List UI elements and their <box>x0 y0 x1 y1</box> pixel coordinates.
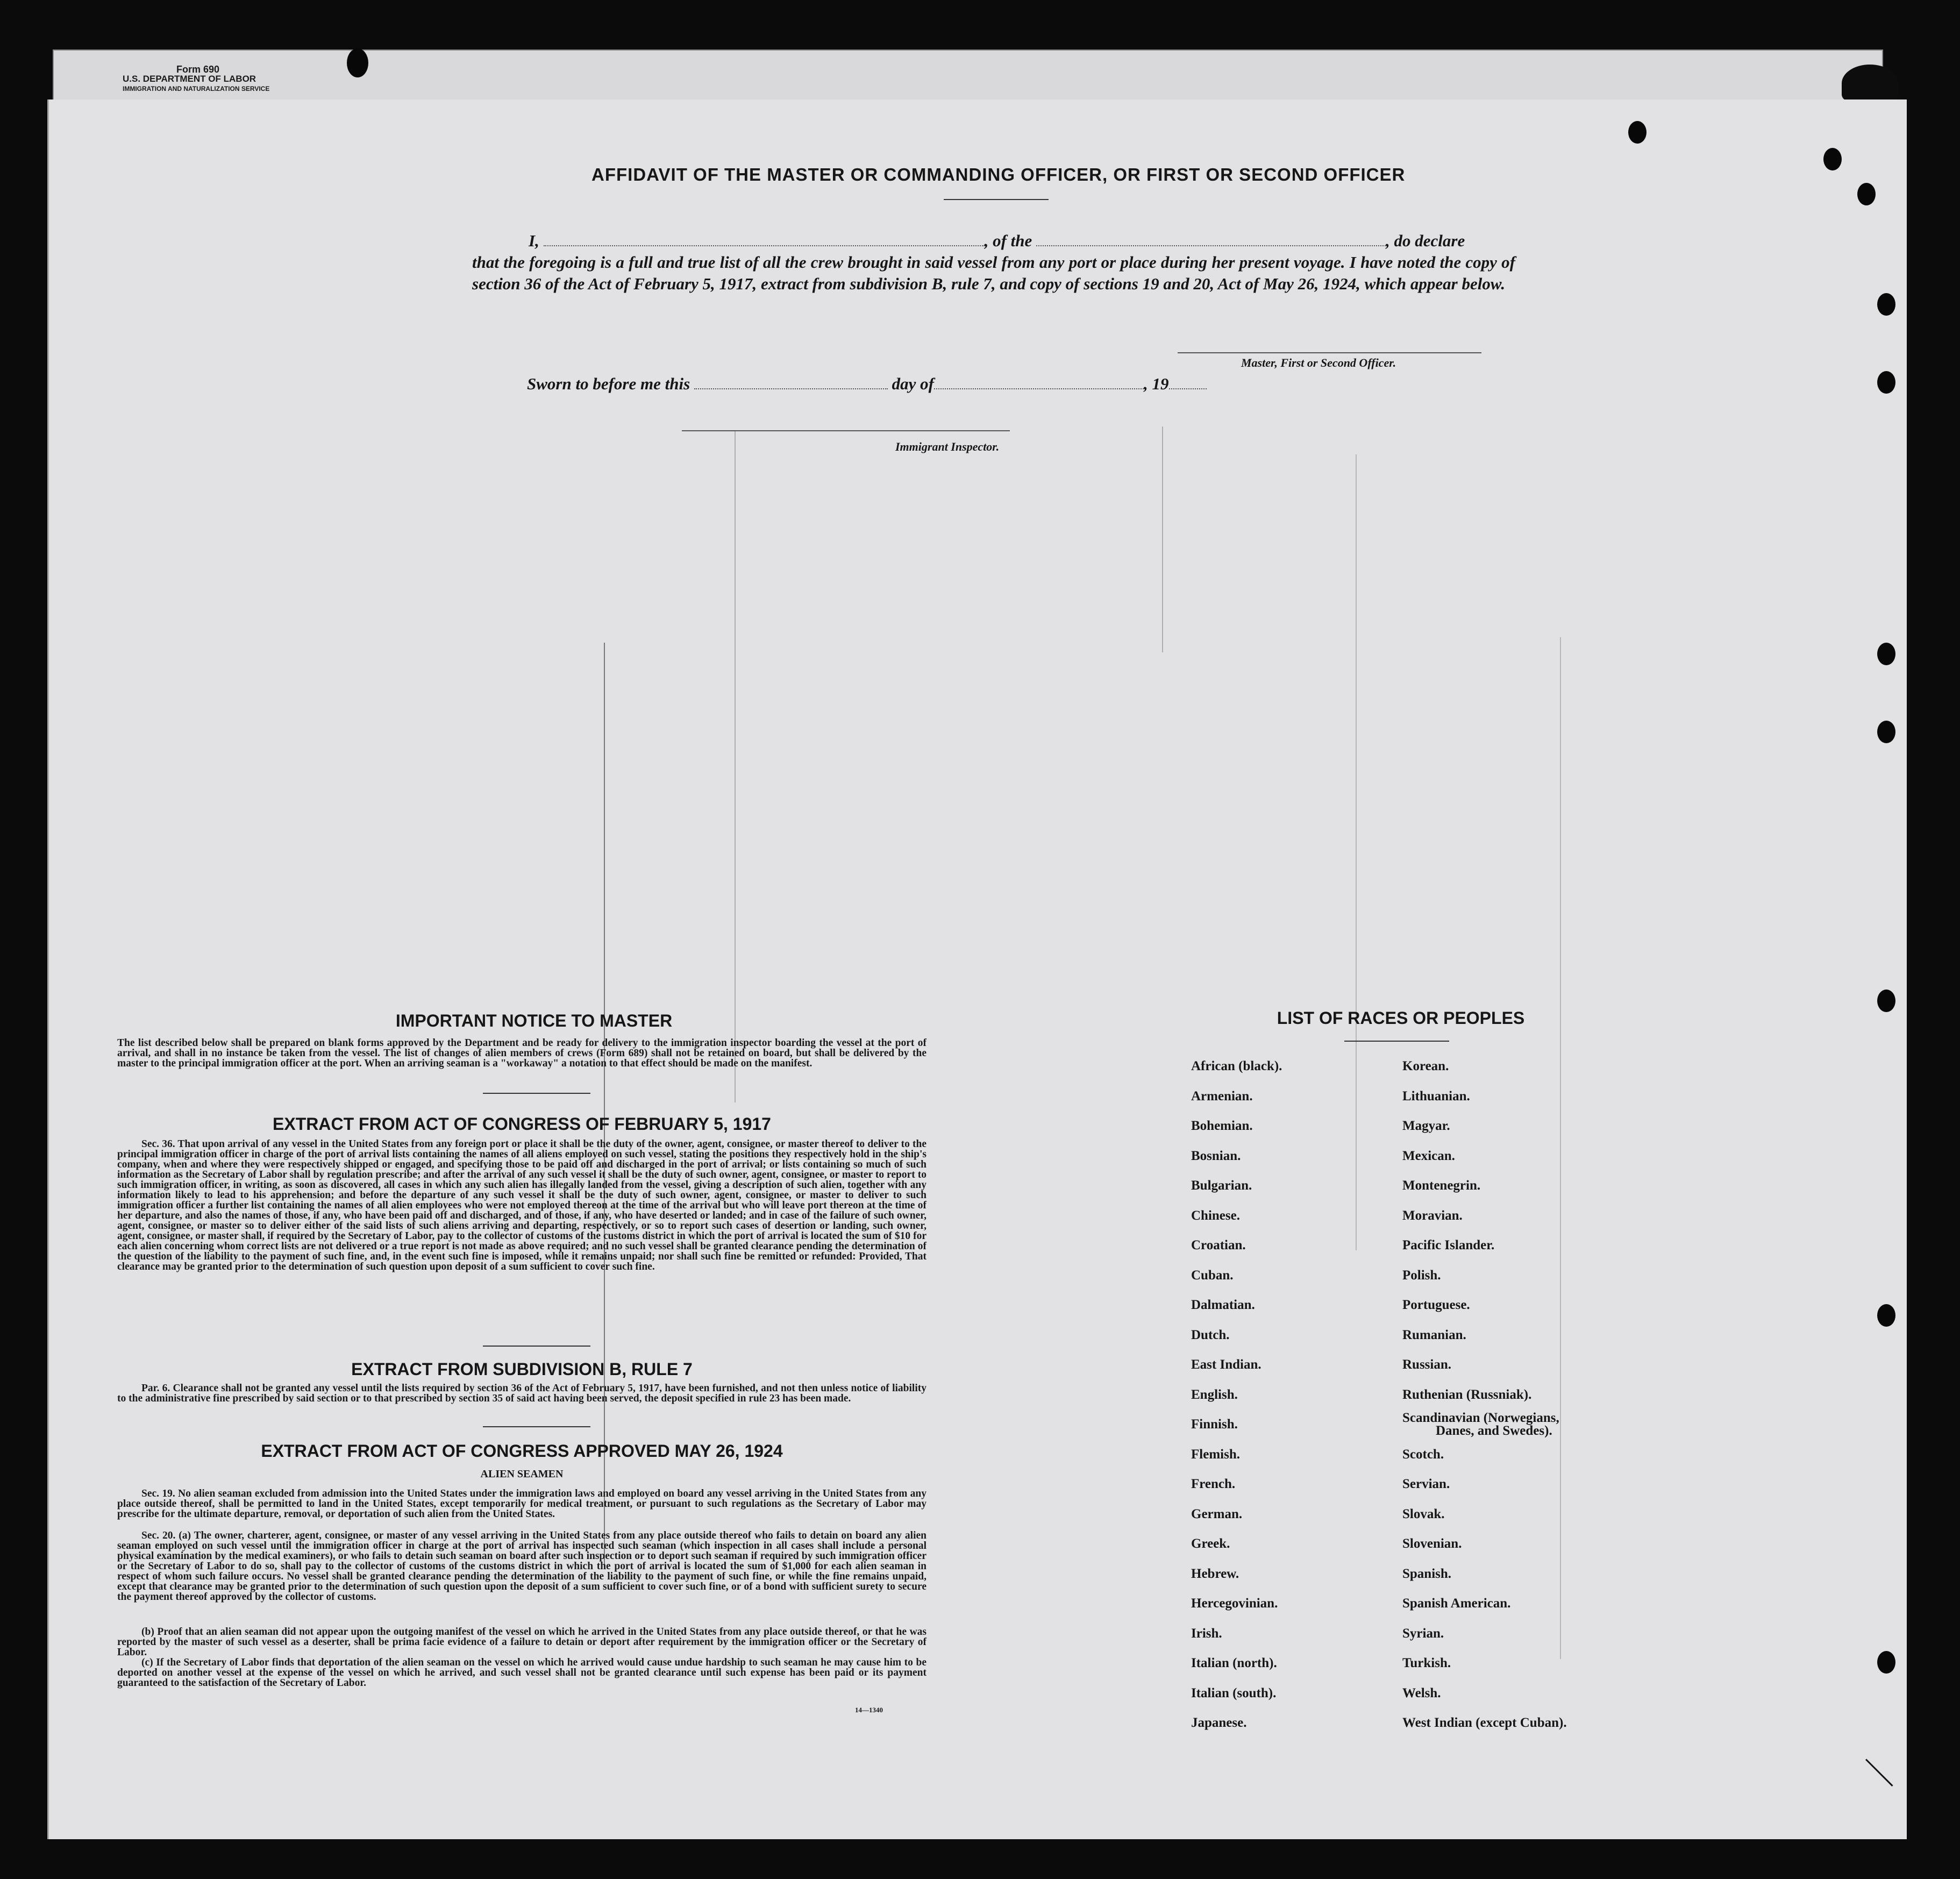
sworn-line <box>527 374 1207 394</box>
race-item: German. <box>1191 1506 1243 1521</box>
extract-1924-heading: EXTRACT FROM ACT OF CONGRESS APPROVED MAY 26, 1924 <box>261 1441 783 1461</box>
race-item: French. <box>1191 1477 1236 1491</box>
corner-tab-mark <box>1842 65 1898 102</box>
race-item: Hercegovinian. <box>1191 1596 1278 1611</box>
race-item: Korean. <box>1402 1059 1449 1073</box>
races-column-2 <box>1402 1051 1567 1738</box>
race-item: Bosnian. <box>1191 1148 1241 1163</box>
race-item: Mexican. <box>1402 1148 1455 1163</box>
race-item: Syrian. <box>1402 1626 1444 1641</box>
race-item: Irish. <box>1191 1626 1222 1641</box>
race-item: Greek. <box>1191 1536 1230 1551</box>
punch-hole <box>1857 183 1876 205</box>
race-item: Russian. <box>1402 1357 1452 1372</box>
race-item: Magyar. <box>1402 1119 1450 1133</box>
race-item: West Indian (except Cuban). <box>1402 1716 1567 1730</box>
notice-text: The list described below shall be prepared on blank forms approved by the Department and be ready for delivery to the immigration inspector boarding the vessel at the port of arrival, and shall in no instance be taken from the vessel. The list of changes of alien members of crews (Form 689) shall not be retained on board, but shall be delivered by the master to the principal immigration officer at the port. When an arriving seaman is a "workaway" a notation to that effect should be made on the manifest. <box>117 1037 926 1069</box>
punch-hole <box>1877 1651 1895 1674</box>
service-name: IMMIGRATION AND NATURALIZATION SERVICE <box>123 85 270 92</box>
alien-seamen-subheading: ALIEN SEAMEN <box>480 1468 564 1480</box>
race-item: Slovak. <box>1402 1506 1445 1521</box>
race-item: Chinese. <box>1191 1208 1240 1223</box>
race-item: Bohemian. <box>1191 1119 1253 1133</box>
master-signature-line[interactable] <box>1178 352 1481 353</box>
extract-1924-sec20c: (c) If the Secretary of Labor finds that deportation of the alien seaman on the vessel on which he arrived would cause undue hardship to such seaman he may cause him to be deported on another vessel at the expense of the vessel on which he arrived, and such vessel shall not be granted clearance until such expense has been paid or its payment guaranteed to the satisfaction of the Secretary of Labor. <box>117 1657 926 1689</box>
race-item: Servian. <box>1402 1477 1450 1491</box>
section-rule <box>483 1093 590 1094</box>
extract-1917-text: Sec. 36. That upon arrival of any vessel in the United States from any foreign port or place it shall be the duty of the owner, agent, consignee, or master thereof to deliver to the principal immigration officer in charge of the port of arrival lists containing the names of all aliens employed on such vessel, stating the positions they respectively hold in the ship's company, when and where they were respectively shipped or engaged, and specifying those to be paid off and discharged in the port of arrival; or lists containing so much of such information as the Secretary of Labor shall by regulation prescribe; and after the arrival of any such vessel it shall be the duty of such owner, agent, consignee, or master to report to such immigration officer, in writing, as soon as discovered, all cases in which any such alien has illegally landed from the vessel, giving a description of such alien, together with any information likely to lead to his apprehension; and before the departure of any such vessel it shall be the duty of such owner, agent, consignee, or master to deliver to such immigration officer a further list containing the names of all alien employees who were not employed thereon at the time of the arrival but who will leave port thereon at the time of her departure, and also the names of those, if any, who have been paid off and discharged, and of those, if any, who have deserted or landed; and in case of the failure of such owner, agent, consignee, or master so to deliver either of the said lists of such aliens arriving and departing, respectively, or so to report such cases of desertion or landing, such owner, agent, consignee, or master shall, if required by the Secretary of Labor, pay to the collector of customs of the customs district in which the port of arrival is located the sum of $10 for each alien concerning whom correct lists are not delivered or a true report is not made as above required; and no such vessel shall be granted clearance pending the determination of the question of the liability to the payment of such fine, and, in the event such fine is imposed, while it remains unpaid; nor shall such fine be remitted or refunded: Provided, That clearance may be granted prior to the determination of such question upon deposit of a sum sufficient to cover such fine. <box>117 1138 926 1272</box>
race-item: Welsh. <box>1402 1685 1441 1700</box>
back-form-header <box>123 65 269 94</box>
year-blank[interactable] <box>1169 379 1207 389</box>
day-of-text: day of <box>892 374 934 393</box>
race-item: Flemish. <box>1191 1447 1240 1462</box>
race-item: Ruthenian (Russniak). <box>1402 1387 1532 1402</box>
affidavit-of-the: , of the <box>984 231 1032 250</box>
race-item: Italian (south). <box>1191 1685 1277 1700</box>
vessel-blank[interactable] <box>1036 236 1386 246</box>
race-item: Turkish. <box>1402 1656 1451 1670</box>
form-number: Form 690 <box>176 64 220 75</box>
punch-hole <box>1877 293 1895 316</box>
punch-hole <box>1877 1304 1895 1327</box>
form-print-code: 14—1340 <box>855 1706 883 1714</box>
race-item: Scandinavian (Norwegians, <box>1402 1411 1559 1425</box>
section-rule <box>483 1426 590 1427</box>
race-item: Spanish American. <box>1402 1596 1511 1611</box>
column-trace <box>604 643 605 1568</box>
race-item: Hebrew. <box>1191 1566 1239 1581</box>
race-item: Pacific Islander. <box>1402 1238 1495 1252</box>
notice-heading: IMPORTANT NOTICE TO MASTER <box>395 1011 673 1030</box>
affidavit-i: I, <box>529 231 539 250</box>
month-blank[interactable] <box>934 379 1144 389</box>
title-rule <box>944 199 1049 200</box>
punch-hole <box>1823 148 1842 170</box>
column-trace <box>735 430 736 1102</box>
column-trace <box>1356 454 1357 1250</box>
races-rule <box>1344 1041 1449 1042</box>
punch-hole <box>1877 721 1895 743</box>
race-item-scandinavian <box>1402 1410 1567 1440</box>
race-item: Polish. <box>1402 1268 1441 1283</box>
affidavit-declare: , do declare <box>1386 231 1465 250</box>
section-rule <box>483 1346 590 1347</box>
year-prefix: , 19 <box>1144 374 1169 393</box>
race-item: Cuban. <box>1191 1268 1234 1283</box>
extract-rule7-text: Par. 6. Clearance shall not be granted any vessel until the lists required by section 36 of the Act of February 5, 1917, have been furnished, and not then unless notice of liability to the administrative fine prescribed by said section or to that prescribed by section 35 of said act having been served, the deposit specified in rule 23 has been made. <box>117 1383 926 1404</box>
race-item: Italian (north). <box>1191 1656 1277 1670</box>
race-item: Slovenian. <box>1402 1536 1462 1551</box>
race-item: Dutch. <box>1191 1327 1230 1342</box>
punch-hole <box>1877 990 1895 1012</box>
extract-1924-sec19: Sec. 19. No alien seaman excluded from admission into the United States under the immigration laws and employed on board any vessel arriving in the United States from any place outside thereof, shall be permitted to land in the United States, except temporarily for medical treatment, or pursuant to such regulations as the Secretary of Labor may prescribe for the ultimate departure, removal, or deportation of such alien from the United States. <box>117 1488 926 1520</box>
punch-hole <box>1877 371 1895 394</box>
race-item: Moravian. <box>1402 1208 1463 1223</box>
punch-hole <box>1628 121 1647 144</box>
race-item: English. <box>1191 1387 1238 1402</box>
day-blank[interactable] <box>694 379 888 389</box>
column-trace <box>1162 426 1163 652</box>
race-item: Montenegrin. <box>1402 1178 1481 1193</box>
master-signature-label: Master, First or Second Officer. <box>1241 356 1396 369</box>
extract-rule7-heading: EXTRACT FROM SUBDIVISION B, RULE 7 <box>351 1360 693 1379</box>
race-item: African (black). <box>1191 1059 1282 1073</box>
race-item: Japanese. <box>1191 1716 1247 1730</box>
race-item: Dalmatian. <box>1191 1298 1255 1312</box>
race-item: Bulgarian. <box>1191 1178 1252 1193</box>
department-name: U.S. DEPARTMENT OF LABOR <box>123 74 256 84</box>
race-item: Croatian. <box>1191 1238 1246 1252</box>
race-item-continuation: Danes, and Swedes). <box>1436 1424 1552 1438</box>
name-blank[interactable] <box>544 236 985 246</box>
race-item: East Indian. <box>1191 1357 1261 1372</box>
extract-1917-heading: EXTRACT FROM ACT OF CONGRESS OF FEBRUARY 5, 1917 <box>273 1114 771 1134</box>
race-item: Armenian. <box>1191 1088 1253 1104</box>
inspector-signature-line[interactable] <box>682 430 1010 431</box>
punch-hole <box>1877 643 1895 665</box>
inspector-label: Immigrant Inspector. <box>895 440 1000 453</box>
sworn-text: Sworn to before me this <box>527 374 690 393</box>
race-item: Lithuanian. <box>1402 1088 1470 1104</box>
race-item: Portuguese. <box>1402 1298 1470 1312</box>
race-item: Finnish. <box>1191 1417 1238 1432</box>
race-item: Rumanian. <box>1402 1327 1466 1342</box>
races-heading: LIST OF RACES OR PEOPLES <box>1277 1008 1525 1028</box>
extract-1924-sec20a: Sec. 20. (a) The owner, charterer, agent, consignee, or master of any vessel arriving in the United States from any place outside thereof who fails to detain on board any alien seaman employed on such vessel until the immigration officer in charge at the port of arrival has inspected such seaman (which inspection in all cases shall include a personal physical examination by the medical examiners), or who fails to detain such seaman on board after such inspection or to deport such seaman if required by such immigration officer or the Secretary of Labor to do so, shall pay to the collector of customs of the customs district in which the port of arrival is located the sum of $1,000 for each alien seaman in respect of whom such failure occurs. No vessel shall be granted clearance pending the determination of the liability to the payment of such fine, or while the fine remains unpaid, except that clearance may be granted prior to the determination of such question upon the deposit of a sum sufficient to cover such fine, or of a bond with sufficient surety to secure the payment thereof approved by the collector of customs. <box>117 1530 926 1603</box>
affidavit-statement <box>472 230 1515 295</box>
race-item: Spanish. <box>1402 1566 1452 1581</box>
race-item: Scotch. <box>1402 1447 1444 1462</box>
extract-1924-sec20b: (b) Proof that an alien seaman did not appear upon the outgoing manifest of the vessel on which he arrived in the United States from any place outside thereof, or that he was reported by the master of such vessel as a deserter, shall be prima facie evidence of a failure to detain or deport after requirement by the immigration officer or the Secretary of Labor. <box>117 1626 926 1658</box>
races-column-1 <box>1191 1051 1282 1738</box>
punch-hole <box>347 48 368 77</box>
affidavit-body: that the foregoing is a full and true list of all the crew brought in said vessel from any port or place during her present voyage. I have noted the copy of section 36 of the Act of February 5, 1917, extract from subdivision B, rule 7, and copy of sections 19 and 20, Act of May 26, 1924, which appear below. <box>472 253 1515 293</box>
affidavit-title: AFFIDAVIT OF THE MASTER OR COMMANDING OFFICER, OR FIRST OR SECOND OFFICER <box>591 165 1406 184</box>
